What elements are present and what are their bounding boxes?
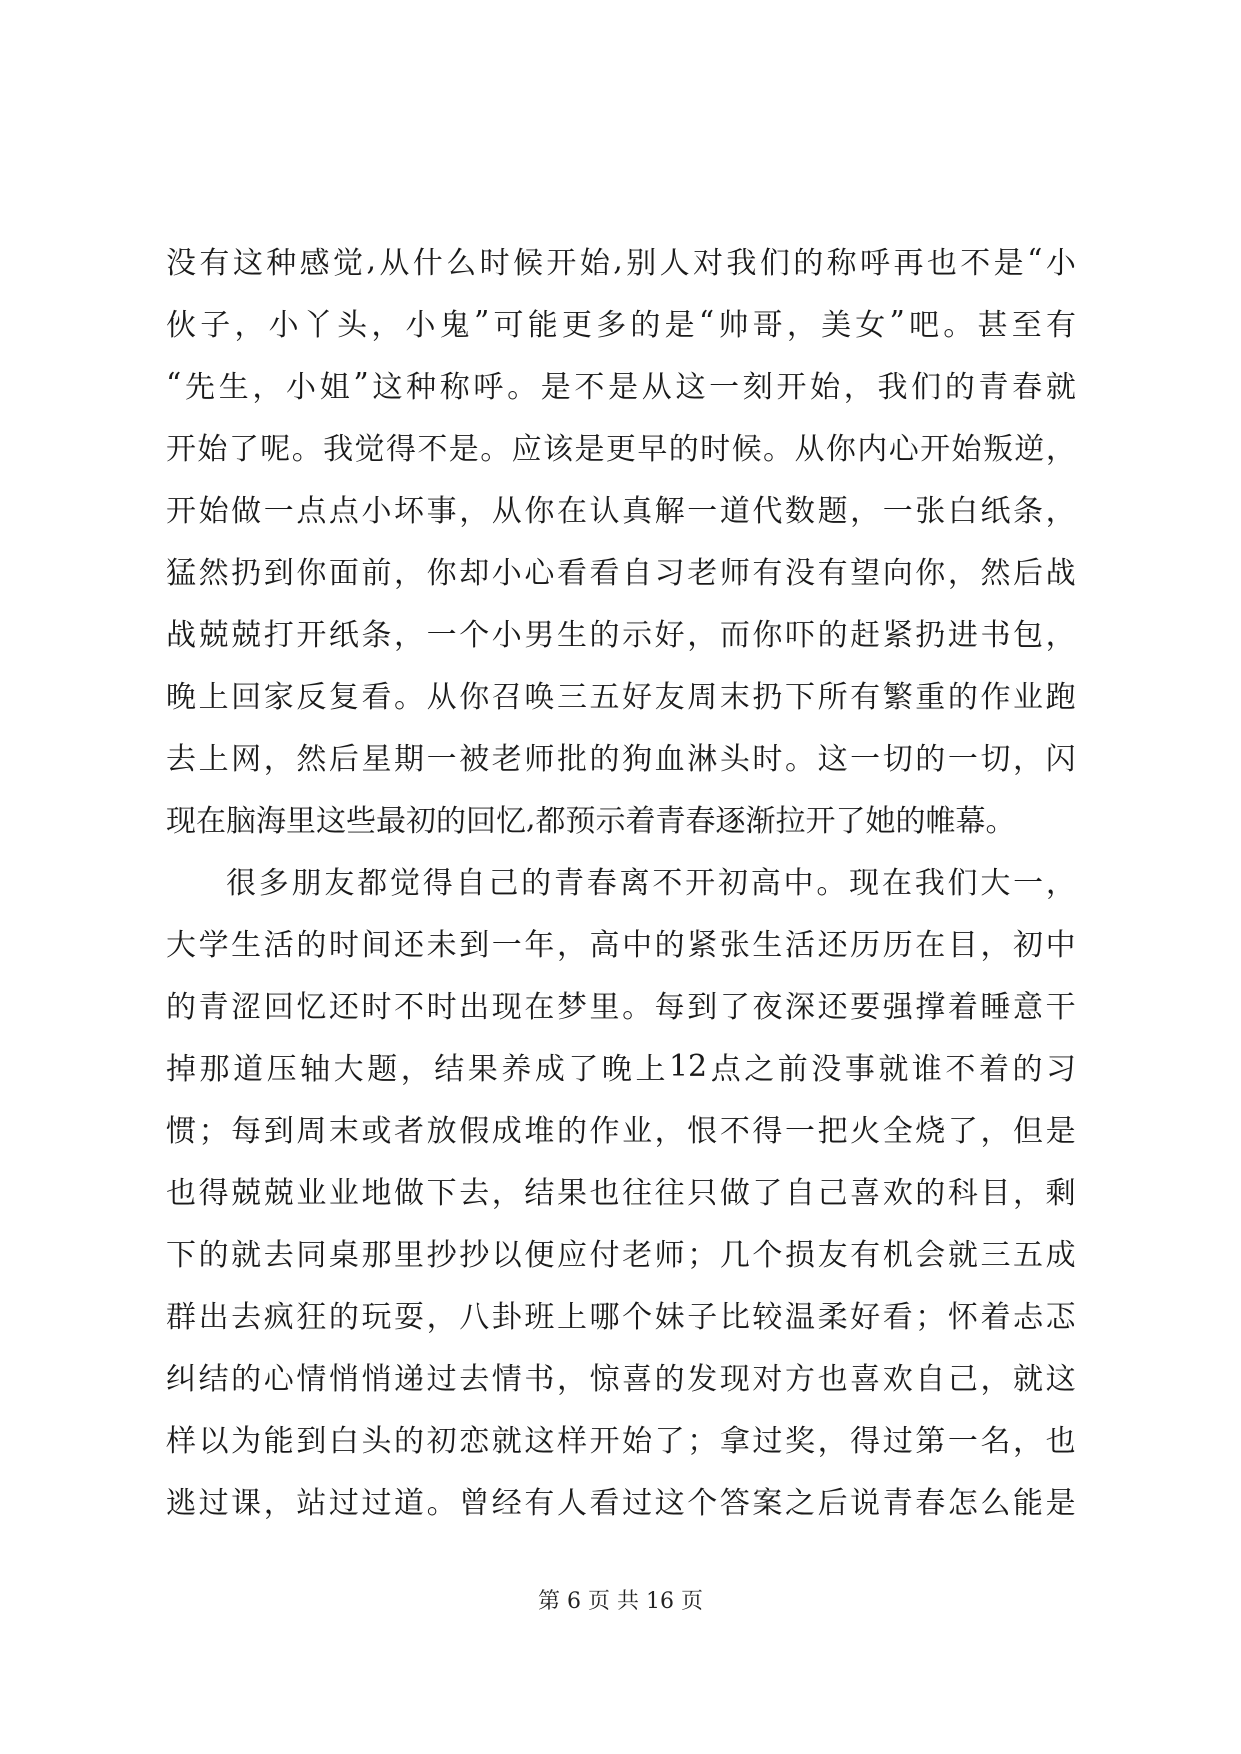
text-line: 大 学 生 活 的 时 间 还 未 到 一 年 ， 高 中 的 紧 张 生 活 还 历 历 在 目 ， 初 中 bbox=[166, 928, 1076, 963]
text-line: 掉 那 道 压 轴 大 题 ， 结 果 养 成 了 晚 上 12 点 之 前 没 事 就 谁 不 着 的 习 bbox=[166, 1048, 1076, 1087]
text-line: 开 始 了 呢 。 我 觉 得 不 是 。 应 该 是 更 早 的 时 候 。 从 你 内 心 开 始 叛 逆 ， bbox=[166, 432, 1076, 467]
text-line: 也 得 兢 兢 业 业 地 做 下 去 ， 结 果 也 往 往 只 做 了 自 己 喜 欢 的 科 目 ， 剩 bbox=[166, 1176, 1076, 1211]
text-line: 现 在 脑 海 里 这 些 最 初 的 回 忆 , 都 预 示 着 青 春 逐 渐 拉 开 了 她 的 帷 幕 。 bbox=[166, 800, 1016, 839]
page-footer: 第 6 页 共 16 页 bbox=[538, 1589, 703, 1614]
text-line: 没 有 这 种 感 觉 , 从 什 么 时 候 开 始 , 别 人 对 我 们 的 称 呼 再 也 不 是 “ 小 bbox=[166, 242, 1076, 281]
text-line: 群 出 去 疯 狂 的 玩 耍 ， 八 卦 班 上 哪 个 妹 子 比 较 温 柔 好 看 ； 怀 着 忐 忑 bbox=[166, 1300, 1076, 1335]
text-line: 逃 过 课 ， 站 过 过 道 。 曾 经 有 人 看 过 这 个 答 案 之 后 说 青 春 怎 么 能 是 bbox=[166, 1486, 1076, 1521]
text-line: 下 的 就 去 同 桌 那 里 抄 抄 以 便 应 付 老 师 ； 几 个 损 友 有 机 会 就 三 五 成 bbox=[166, 1238, 1076, 1273]
text-line: 去 上 网 ， 然 后 星 期 一 被 老 师 批 的 狗 血 淋 头 时 。 这 一 切 的 一 切 ， 闪 bbox=[166, 742, 1076, 777]
text-line: 晚 上 回 家 反 复 看 。 从 你 召 唤 三 五 好 友 周 末 扔 下 所 有 繁 重 的 作 业 跑 bbox=[166, 680, 1076, 715]
text-line: 开 始 做 一 点 点 小 坏 事 ， 从 你 在 认 真 解 一 道 代 数 题 ， 一 张 白 纸 条 ， bbox=[166, 494, 1076, 529]
text-line: 样 以 为 能 到 白 头 的 初 恋 就 这 样 开 始 了 ； 拿 过 奖 ， 得 过 第 一 名 ， 也 bbox=[166, 1424, 1076, 1459]
text-line: 很 多 朋 友 都 觉 得 自 己 的 青 春 离 不 开 初 高 中 。 现 在 我 们 大 一 ， bbox=[226, 866, 1076, 901]
text-line: 战 兢 兢 打 开 纸 条 ， 一 个 小 男 生 的 示 好 ， 而 你 吓 的 赶 紧 扔 进 书 包 ， bbox=[166, 618, 1076, 653]
text-line: 的 青 涩 回 忆 还 时 不 时 出 现 在 梦 里 。 每 到 了 夜 深 还 要 强 撑 着 睡 意 干 bbox=[166, 990, 1076, 1025]
text-line: “ 先 生 ， 小 姐 ” 这 种 称 呼 。 是 不 是 从 这 一 刻 开 始 ， 我 们 的 青 春 就 bbox=[166, 366, 1076, 405]
text-line: 猛 然 扔 到 你 面 前 ， 你 却 小 心 看 看 自 习 老 师 有 没 有 望 向 你 ， 然 后 战 bbox=[166, 556, 1076, 591]
text-line: 纠 结 的 心 情 悄 悄 递 过 去 情 书 ， 惊 喜 的 发 现 对 方 也 喜 欢 自 己 ， 就 这 bbox=[166, 1362, 1076, 1397]
document-body bbox=[166, 229, 1076, 1531]
text-line: 惯 ； 每 到 周 末 或 者 放 假 成 堆 的 作 业 ， 恨 不 得 一 把 火 全 烧 了 ， 但 是 bbox=[166, 1114, 1076, 1149]
text-line: 伙 子 ， 小 丫 头 ， 小 鬼 ” 可 能 更 多 的 是 “ 帅 哥 ， 美 女 ” 吧 。 甚 至 有 bbox=[166, 304, 1076, 343]
